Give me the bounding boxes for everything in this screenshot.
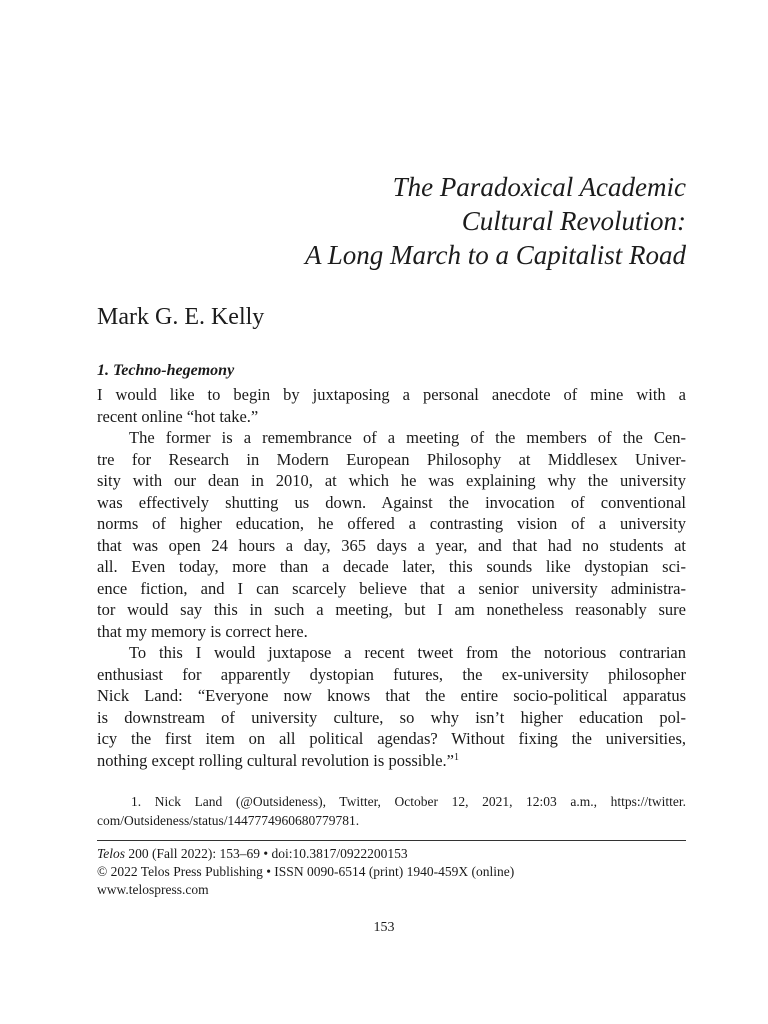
text-line: ence fiction, and I can scarcely believe that a senior university administra- bbox=[97, 578, 686, 598]
text-line-content: nothing except rolling cultural revolution is possible.” bbox=[97, 750, 454, 770]
footnote-marker[interactable]: 1 bbox=[453, 751, 459, 763]
text-line: that my memory is correct here. bbox=[97, 621, 308, 641]
journal-name: Telos bbox=[97, 846, 126, 861]
text-line: norms of higher education, he offered a contrasting vision of a university bbox=[97, 514, 686, 533]
text-line: was effectively shutting us down. Against the invocation of conventional bbox=[97, 492, 686, 512]
footnote-line: com/Outsideness/status/1447774960680779781. bbox=[97, 813, 360, 828]
journal-website[interactable]: www.telospress.com bbox=[97, 882, 209, 897]
text-line: Nick Land: “Everyone now knows that the entire socio-political apparatus bbox=[97, 686, 686, 705]
title-line: A Long March to a Capitalist Road bbox=[304, 240, 686, 270]
text-line: enthusiast for apparently dystopian futures, the ex-university philosopher bbox=[97, 664, 686, 684]
journal-copyright: © 2022 Telos Press Publishing • ISSN 0090-6514 (print) 1940-459X (online) bbox=[97, 864, 515, 879]
text-line: all. Even today, more than a decade later, this sounds like dystopian sci- bbox=[97, 557, 686, 576]
text-line: that was open 24 hours a day, 365 days a year, and that had no students at bbox=[97, 535, 686, 555]
journal-citation-line bbox=[97, 845, 686, 863]
text-line: The former is a remembrance of a meeting of the members of the Cen- bbox=[129, 428, 686, 447]
text-line bbox=[97, 750, 686, 772]
footnote-line: 1. Nick Land (@Outsideness), Twitter, October 12, 2021, 12:03 a.m., https://twitter. bbox=[131, 794, 686, 809]
text-line: To this I would juxtapose a recent tweet from the notorious contrarian bbox=[129, 643, 686, 662]
text-line: sity with our dean in 2010, at which he was explaining why the university bbox=[97, 471, 686, 490]
journal-citation: 200 (Fall 2022): 153–69 • doi:10.3817/0922200153 bbox=[125, 846, 408, 861]
title-line: Cultural Revolution: bbox=[461, 206, 686, 236]
footer-divider bbox=[97, 840, 686, 841]
article-title bbox=[305, 170, 686, 272]
footnote bbox=[97, 792, 686, 830]
text-line: tre for Research in Modern European Philosophy at Middlesex Univer- bbox=[97, 449, 686, 469]
title-line: The Paradoxical Academic bbox=[392, 172, 686, 202]
author-name: Mark G. E. Kelly bbox=[97, 304, 265, 330]
section-heading: 1. Techno-hegemony bbox=[97, 362, 235, 379]
body-text bbox=[97, 384, 686, 771]
text-line: icy the first item on all political agendas? Without fixing the universities, bbox=[97, 729, 686, 748]
text-line: I would like to begin by juxtaposing a personal anecdote of mine with a bbox=[97, 385, 686, 404]
text-line: recent online “hot take.” bbox=[97, 406, 259, 426]
page-number: 153 bbox=[373, 920, 395, 935]
journal-info bbox=[97, 845, 686, 899]
text-line: is downstream of university culture, so why isn’t higher education pol- bbox=[97, 707, 686, 727]
text-line: tor would say this in such a meeting, but I am nonetheless reasonably sure bbox=[97, 600, 686, 619]
